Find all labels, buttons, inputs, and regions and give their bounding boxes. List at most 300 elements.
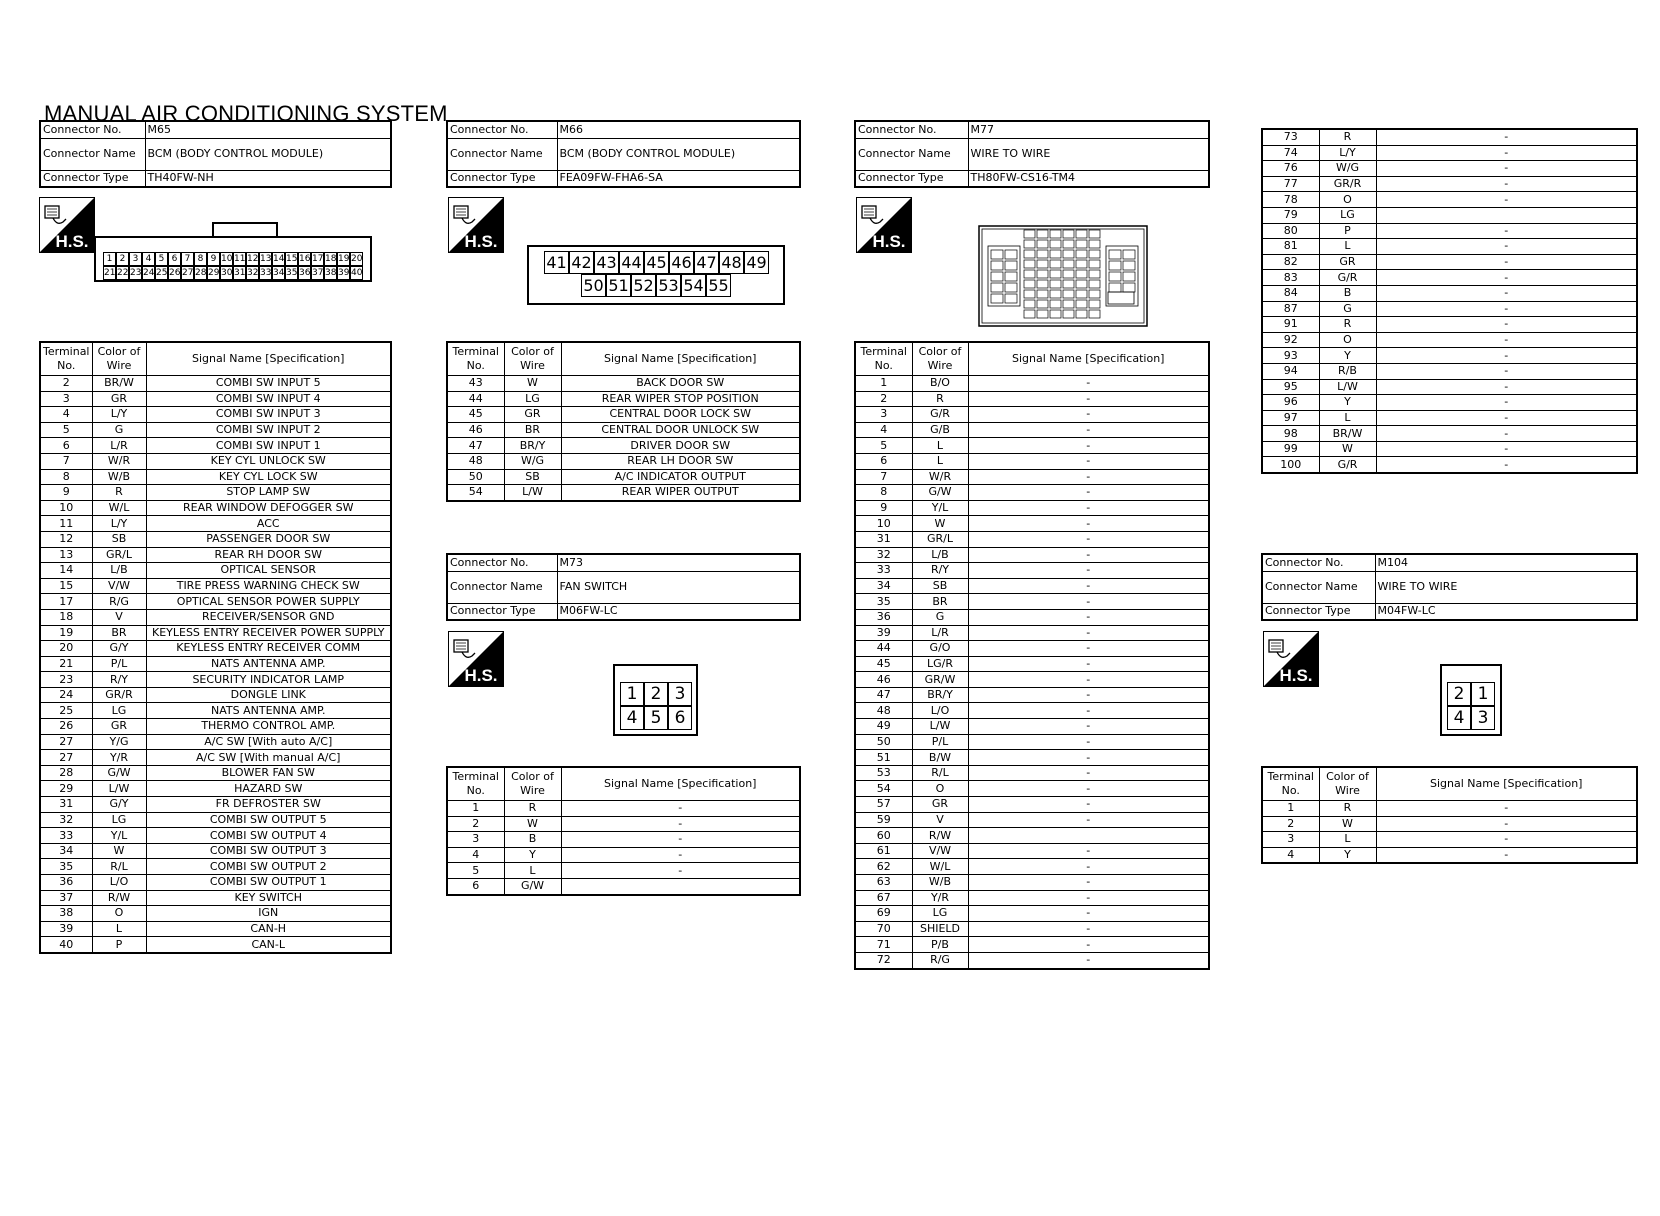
signal-name: BLOWER FAN SW bbox=[146, 765, 391, 781]
wire-color: GR bbox=[912, 797, 968, 813]
signal-name: THERMO CONTROL AMP. bbox=[146, 719, 391, 735]
signal-name: - bbox=[1376, 379, 1637, 395]
wire-color: V/W bbox=[912, 843, 968, 859]
table-row bbox=[40, 641, 391, 657]
signal-name: KEYLESS ENTRY RECEIVER COMM bbox=[146, 641, 391, 657]
signal-name: COMBI SW INPUT 1 bbox=[146, 438, 391, 454]
terminal-no: 34 bbox=[855, 578, 912, 594]
signal-name: COMBI SW OUTPUT 4 bbox=[146, 828, 391, 844]
signal-name: - bbox=[968, 422, 1209, 438]
wire-color-header: Color of Wire bbox=[504, 342, 561, 376]
table-row bbox=[447, 391, 800, 407]
connector-pin: 26 bbox=[169, 268, 181, 278]
wire-color: W bbox=[92, 843, 146, 859]
terminal-no: 81 bbox=[1262, 239, 1319, 255]
table-row bbox=[447, 376, 800, 392]
signal-name: - bbox=[968, 875, 1209, 891]
wire-color: LG bbox=[1319, 207, 1376, 223]
table-row bbox=[447, 847, 800, 863]
terminal-no: 36 bbox=[40, 875, 92, 891]
connector-m66-face bbox=[527, 245, 785, 305]
connector-pin: 52 bbox=[631, 274, 656, 297]
wire-color: G bbox=[912, 609, 968, 625]
terminal-no: 93 bbox=[1262, 348, 1319, 364]
signal-name: - bbox=[968, 609, 1209, 625]
terminal-no: 49 bbox=[855, 719, 912, 735]
terminal-no: 7 bbox=[855, 469, 912, 485]
terminal-no: 36 bbox=[855, 609, 912, 625]
signal-name: - bbox=[1376, 348, 1637, 364]
table-row bbox=[40, 563, 391, 579]
terminal-no: 53 bbox=[855, 765, 912, 781]
terminal-no: 13 bbox=[40, 547, 92, 563]
label-connector-name: Connector Name bbox=[855, 138, 968, 170]
table-row bbox=[855, 609, 1209, 625]
harness-side-icon bbox=[448, 197, 504, 253]
connector-name-value: BCM (BODY CONTROL MODULE) bbox=[557, 138, 800, 170]
connector-m77-block bbox=[854, 120, 1210, 188]
signal-name: - bbox=[968, 500, 1209, 516]
signal-name-header: Signal Name [Specification] bbox=[1376, 767, 1637, 801]
wire-color: G/R bbox=[1319, 270, 1376, 286]
table-row bbox=[40, 376, 391, 392]
table-row bbox=[1262, 301, 1637, 317]
table-row bbox=[855, 781, 1209, 797]
wire-color: B bbox=[504, 832, 561, 848]
connector-pin: 43 bbox=[594, 251, 619, 274]
connector-pin: 31 bbox=[234, 268, 246, 278]
terminal-no: 50 bbox=[447, 469, 504, 485]
signal-name-header: Signal Name [Specification] bbox=[561, 342, 800, 376]
wire-color: L bbox=[912, 453, 968, 469]
table-row bbox=[40, 672, 391, 688]
table-row bbox=[40, 594, 391, 610]
connector-no-value: M77 bbox=[968, 121, 1209, 138]
signal-name: - bbox=[1376, 441, 1637, 457]
label-connector-no: Connector No. bbox=[447, 554, 557, 571]
signal-name: COMBI SW INPUT 2 bbox=[146, 422, 391, 438]
terminal-no: 1 bbox=[855, 376, 912, 392]
wire-color: G/Y bbox=[92, 641, 146, 657]
connector-pin: 54 bbox=[681, 274, 706, 297]
signal-name: ACC bbox=[146, 516, 391, 532]
terminal-no: 76 bbox=[1262, 161, 1319, 177]
wire-color: L/Y bbox=[1319, 145, 1376, 161]
terminal-no: 5 bbox=[447, 863, 504, 879]
connector-info-table bbox=[446, 553, 801, 621]
wire-color: BR/W bbox=[1319, 426, 1376, 442]
connector-pin: 2 bbox=[1447, 682, 1471, 706]
table-row bbox=[1262, 801, 1637, 817]
signal-name: KEY SWITCH bbox=[146, 890, 391, 906]
wire-color-header: Color of Wire bbox=[1319, 767, 1376, 801]
signal-name: BACK DOOR SW bbox=[561, 376, 800, 392]
wire-color: G bbox=[92, 422, 146, 438]
connector-pin: 25 bbox=[156, 268, 168, 278]
wire-color: R/G bbox=[912, 952, 968, 968]
signal-name: - bbox=[968, 781, 1209, 797]
connector-pin: 9 bbox=[207, 252, 220, 266]
connector-pin: 20 bbox=[351, 254, 363, 264]
terminal-no: 47 bbox=[855, 687, 912, 703]
wire-color: GR/L bbox=[92, 547, 146, 563]
signal-name: FR DEFROSTER SW bbox=[146, 797, 391, 813]
table-row bbox=[855, 547, 1209, 563]
table-row bbox=[1262, 145, 1637, 161]
table-row bbox=[1262, 426, 1637, 442]
table-row bbox=[40, 578, 391, 594]
terminal-no: 32 bbox=[40, 812, 92, 828]
label-connector-name: Connector Name bbox=[447, 571, 557, 603]
terminal-no: 2 bbox=[1262, 816, 1319, 832]
connector-pin: 18 bbox=[325, 254, 337, 264]
connector-info-table bbox=[446, 120, 801, 188]
wire-color: L/W bbox=[912, 719, 968, 735]
signal-name: - bbox=[968, 906, 1209, 922]
wire-color: G/B bbox=[912, 422, 968, 438]
terminal-no: 77 bbox=[1262, 176, 1319, 192]
connector-m77-terminals-continued bbox=[1261, 128, 1638, 474]
signal-name: HAZARD SW bbox=[146, 781, 391, 797]
connector-latch bbox=[212, 222, 278, 236]
terminal-no: 3 bbox=[447, 832, 504, 848]
wire-color-header: Color of Wire bbox=[912, 342, 968, 376]
signal-name: - bbox=[1376, 239, 1637, 255]
wire-color: W/G bbox=[504, 453, 561, 469]
terminal-no: 8 bbox=[40, 469, 92, 485]
table-row bbox=[40, 391, 391, 407]
signal-name: - bbox=[1376, 301, 1637, 317]
signal-name: - bbox=[968, 485, 1209, 501]
terminal-no: 5 bbox=[855, 438, 912, 454]
table-row bbox=[1262, 379, 1637, 395]
terminal-no: 29 bbox=[40, 781, 92, 797]
connector-no-value: M104 bbox=[1375, 554, 1637, 571]
terminal-table bbox=[446, 766, 801, 896]
terminal-no: 44 bbox=[447, 391, 504, 407]
wire-color: L bbox=[504, 863, 561, 879]
signal-name: - bbox=[968, 407, 1209, 423]
table-row bbox=[40, 703, 391, 719]
wire-color: O bbox=[92, 906, 146, 922]
terminal-no: 74 bbox=[1262, 145, 1319, 161]
terminal-no: 9 bbox=[855, 500, 912, 516]
terminal-table bbox=[39, 341, 392, 954]
terminal-no: 27 bbox=[40, 750, 92, 766]
connector-pin: 55 bbox=[706, 274, 731, 297]
connector-m65-block bbox=[39, 120, 392, 188]
signal-name: - bbox=[968, 859, 1209, 875]
terminal-no: 15 bbox=[40, 578, 92, 594]
terminal-no: 14 bbox=[40, 563, 92, 579]
terminal-no: 3 bbox=[1262, 832, 1319, 848]
terminal-no: 48 bbox=[447, 453, 504, 469]
label-connector-name: Connector Name bbox=[40, 138, 145, 170]
table-row bbox=[855, 485, 1209, 501]
wire-color: SB bbox=[92, 531, 146, 547]
signal-name: - bbox=[968, 765, 1209, 781]
table-row bbox=[1262, 239, 1637, 255]
wire-color: BR bbox=[504, 422, 561, 438]
connector-m73-face bbox=[613, 664, 698, 736]
wire-color: L bbox=[912, 438, 968, 454]
signal-name: - bbox=[1376, 192, 1637, 208]
terminal-no: 3 bbox=[855, 407, 912, 423]
connector-pin: 40 bbox=[351, 268, 363, 278]
terminal-no: 7 bbox=[40, 453, 92, 469]
signal-name: NATS ANTENNA AMP. bbox=[146, 703, 391, 719]
terminal-no: 3 bbox=[40, 391, 92, 407]
table-row bbox=[1262, 332, 1637, 348]
connector-pin: 4 bbox=[142, 252, 155, 266]
table-row bbox=[855, 656, 1209, 672]
table-row bbox=[1262, 816, 1637, 832]
table-row bbox=[855, 828, 1209, 844]
table-row bbox=[447, 453, 800, 469]
harness-side-icon bbox=[448, 631, 504, 687]
signal-name: - bbox=[968, 797, 1209, 813]
signal-name: DONGLE LINK bbox=[146, 687, 391, 703]
wire-color: R/Y bbox=[92, 672, 146, 688]
signal-name: - bbox=[968, 672, 1209, 688]
wire-color: Y/G bbox=[92, 734, 146, 750]
terminal-no: 4 bbox=[40, 407, 92, 423]
terminal-no: 37 bbox=[40, 890, 92, 906]
terminal-no-header: Terminal No. bbox=[447, 767, 504, 801]
connector-pin: 8 bbox=[194, 252, 207, 266]
table-row bbox=[40, 609, 391, 625]
table-row bbox=[855, 531, 1209, 547]
terminal-no: 50 bbox=[855, 734, 912, 750]
connector-pin: 46 bbox=[669, 251, 694, 274]
wire-color: W bbox=[504, 376, 561, 392]
table-header-row bbox=[40, 342, 391, 376]
wire-color: L/W bbox=[1319, 379, 1376, 395]
table-row bbox=[1262, 223, 1637, 239]
wire-color: L bbox=[1319, 832, 1376, 848]
terminal-no: 70 bbox=[855, 921, 912, 937]
connector-pin: 23 bbox=[130, 268, 142, 278]
table-row bbox=[1262, 457, 1637, 473]
terminal-table bbox=[1261, 766, 1638, 864]
wire-color: V/W bbox=[92, 578, 146, 594]
terminal-no: 25 bbox=[40, 703, 92, 719]
table-row bbox=[447, 469, 800, 485]
wire-color: W bbox=[504, 816, 561, 832]
signal-name: REAR WINDOW DEFOGGER SW bbox=[146, 500, 391, 516]
table-row bbox=[40, 453, 391, 469]
wire-color: G/Y bbox=[92, 797, 146, 813]
signal-name: REAR LH DOOR SW bbox=[561, 453, 800, 469]
wire-color: GR bbox=[1319, 254, 1376, 270]
connector-m77-face bbox=[978, 222, 1148, 330]
table-header-row bbox=[1262, 767, 1637, 801]
terminal-no: 46 bbox=[447, 422, 504, 438]
table-header-row bbox=[447, 767, 800, 801]
terminal-no: 4 bbox=[855, 422, 912, 438]
hs-label: H.S. bbox=[872, 232, 906, 251]
signal-name: - bbox=[968, 547, 1209, 563]
connector-name-value: WIRE TO WIRE bbox=[968, 138, 1209, 170]
wire-color: GR/L bbox=[912, 531, 968, 547]
table-row bbox=[855, 937, 1209, 953]
signal-name: CENTRAL DOOR UNLOCK SW bbox=[561, 422, 800, 438]
signal-name: STOP LAMP SW bbox=[146, 485, 391, 501]
terminal-no: 83 bbox=[1262, 270, 1319, 286]
table-row bbox=[855, 578, 1209, 594]
wire-color: L/Y bbox=[92, 407, 146, 423]
table-row bbox=[1262, 410, 1637, 426]
connector-type-value: M06FW-LC bbox=[557, 603, 800, 620]
signal-name: - bbox=[968, 578, 1209, 594]
table-row bbox=[1262, 317, 1637, 333]
label-connector-no: Connector No. bbox=[447, 121, 557, 138]
connector-pin: 6 bbox=[668, 706, 692, 730]
terminal-no: 60 bbox=[855, 828, 912, 844]
wire-color: R bbox=[912, 391, 968, 407]
terminal-no-header: Terminal No. bbox=[447, 342, 504, 376]
wire-color: BR bbox=[92, 625, 146, 641]
signal-name: - bbox=[1376, 270, 1637, 286]
wire-color: L/O bbox=[92, 875, 146, 891]
signal-name: - bbox=[1376, 145, 1637, 161]
terminal-no: 20 bbox=[40, 641, 92, 657]
table-row bbox=[1262, 192, 1637, 208]
connector-info-table bbox=[1261, 553, 1638, 621]
terminal-no: 39 bbox=[855, 625, 912, 641]
table-row bbox=[1262, 129, 1637, 145]
signal-name: - bbox=[968, 890, 1209, 906]
signal-name: - bbox=[1376, 161, 1637, 177]
table-row bbox=[1262, 441, 1637, 457]
connector-pin: 44 bbox=[619, 251, 644, 274]
wire-color: P/B bbox=[912, 937, 968, 953]
label-connector-type: Connector Type bbox=[1262, 603, 1375, 620]
signal-name: A/C INDICATOR OUTPUT bbox=[561, 469, 800, 485]
signal-name: DRIVER DOOR SW bbox=[561, 438, 800, 454]
connector-pin: 45 bbox=[644, 251, 669, 274]
terminal-no: 51 bbox=[855, 750, 912, 766]
terminal-no: 33 bbox=[40, 828, 92, 844]
connector-info-table bbox=[854, 120, 1210, 188]
wire-color: Y/R bbox=[92, 750, 146, 766]
signal-name: - bbox=[561, 847, 800, 863]
connector-pin: 6 bbox=[168, 252, 181, 266]
connector-m65-face bbox=[94, 236, 372, 282]
table-row bbox=[40, 469, 391, 485]
wire-color: BR/Y bbox=[912, 687, 968, 703]
connector-pin: 1 bbox=[620, 682, 644, 706]
terminal-no: 17 bbox=[40, 594, 92, 610]
wire-color: V bbox=[912, 812, 968, 828]
signal-name: - bbox=[968, 937, 1209, 953]
wire-color: R/L bbox=[92, 859, 146, 875]
terminal-no: 43 bbox=[447, 376, 504, 392]
wire-color: SB bbox=[504, 469, 561, 485]
terminal-no: 4 bbox=[447, 847, 504, 863]
connector-pin: 12 bbox=[247, 254, 259, 264]
wire-color: L/R bbox=[912, 625, 968, 641]
terminal-no: 62 bbox=[855, 859, 912, 875]
connector-pin: 36 bbox=[299, 268, 311, 278]
terminal-no: 44 bbox=[855, 641, 912, 657]
signal-name: - bbox=[1376, 847, 1637, 863]
table-row bbox=[855, 812, 1209, 828]
signal-name: - bbox=[1376, 285, 1637, 301]
wire-color: W/L bbox=[92, 500, 146, 516]
connector-pin: 1 bbox=[1471, 682, 1495, 706]
wire-color: W bbox=[912, 516, 968, 532]
connector-pin: 27 bbox=[182, 268, 194, 278]
connector-pin: 7 bbox=[181, 252, 194, 266]
connector-pin: 2 bbox=[644, 682, 668, 706]
wire-color: W bbox=[1319, 441, 1376, 457]
wire-color-header: Color of Wire bbox=[92, 342, 146, 376]
terminal-no: 79 bbox=[1262, 207, 1319, 223]
table-row bbox=[447, 878, 800, 894]
signal-name: - bbox=[1376, 223, 1637, 239]
terminal-no: 95 bbox=[1262, 379, 1319, 395]
connector-name-value: BCM (BODY CONTROL MODULE) bbox=[145, 138, 391, 170]
terminal-no: 94 bbox=[1262, 363, 1319, 379]
table-row bbox=[40, 812, 391, 828]
table-row bbox=[40, 797, 391, 813]
wire-color: L/R bbox=[92, 438, 146, 454]
connector-pin: 13 bbox=[260, 254, 272, 264]
terminal-no: 28 bbox=[40, 765, 92, 781]
connector-m104-face bbox=[1440, 664, 1502, 736]
terminal-no: 45 bbox=[855, 656, 912, 672]
connector-pin: 16 bbox=[299, 254, 311, 264]
table-row bbox=[1262, 847, 1637, 863]
signal-name: - bbox=[968, 703, 1209, 719]
wire-color: G/O bbox=[912, 641, 968, 657]
signal-name: TIRE PRESS WARNING CHECK SW bbox=[146, 578, 391, 594]
terminal-no: 4 bbox=[1262, 847, 1319, 863]
wire-color: R/B bbox=[1319, 363, 1376, 379]
table-row bbox=[40, 875, 391, 891]
table-row bbox=[40, 422, 391, 438]
terminal-no: 35 bbox=[40, 859, 92, 875]
wire-color: LG bbox=[92, 812, 146, 828]
wire-color: W/B bbox=[92, 469, 146, 485]
connector-m66-terminals bbox=[446, 341, 801, 502]
terminal-no: 84 bbox=[1262, 285, 1319, 301]
connector-pin: 3 bbox=[1471, 706, 1495, 730]
wire-color: LG/R bbox=[912, 656, 968, 672]
terminal-no: 19 bbox=[40, 625, 92, 641]
signal-name: PASSENGER DOOR SW bbox=[146, 531, 391, 547]
connector-pin: 21 bbox=[104, 268, 116, 278]
connector-pin: 53 bbox=[656, 274, 681, 297]
table-row bbox=[855, 703, 1209, 719]
table-row bbox=[855, 438, 1209, 454]
connector-no-value: M65 bbox=[145, 121, 391, 138]
terminal-no: 10 bbox=[40, 500, 92, 516]
table-row bbox=[1262, 207, 1637, 223]
wire-color: P/L bbox=[912, 734, 968, 750]
signal-name bbox=[1376, 207, 1637, 223]
terminal-no: 12 bbox=[40, 531, 92, 547]
terminal-table bbox=[1261, 128, 1638, 474]
table-header-row bbox=[447, 342, 800, 376]
table-row bbox=[855, 797, 1209, 813]
table-row bbox=[40, 438, 391, 454]
terminal-no: 33 bbox=[855, 563, 912, 579]
wire-color: V bbox=[92, 609, 146, 625]
terminal-no: 67 bbox=[855, 890, 912, 906]
hs-label: H.S. bbox=[464, 666, 498, 685]
